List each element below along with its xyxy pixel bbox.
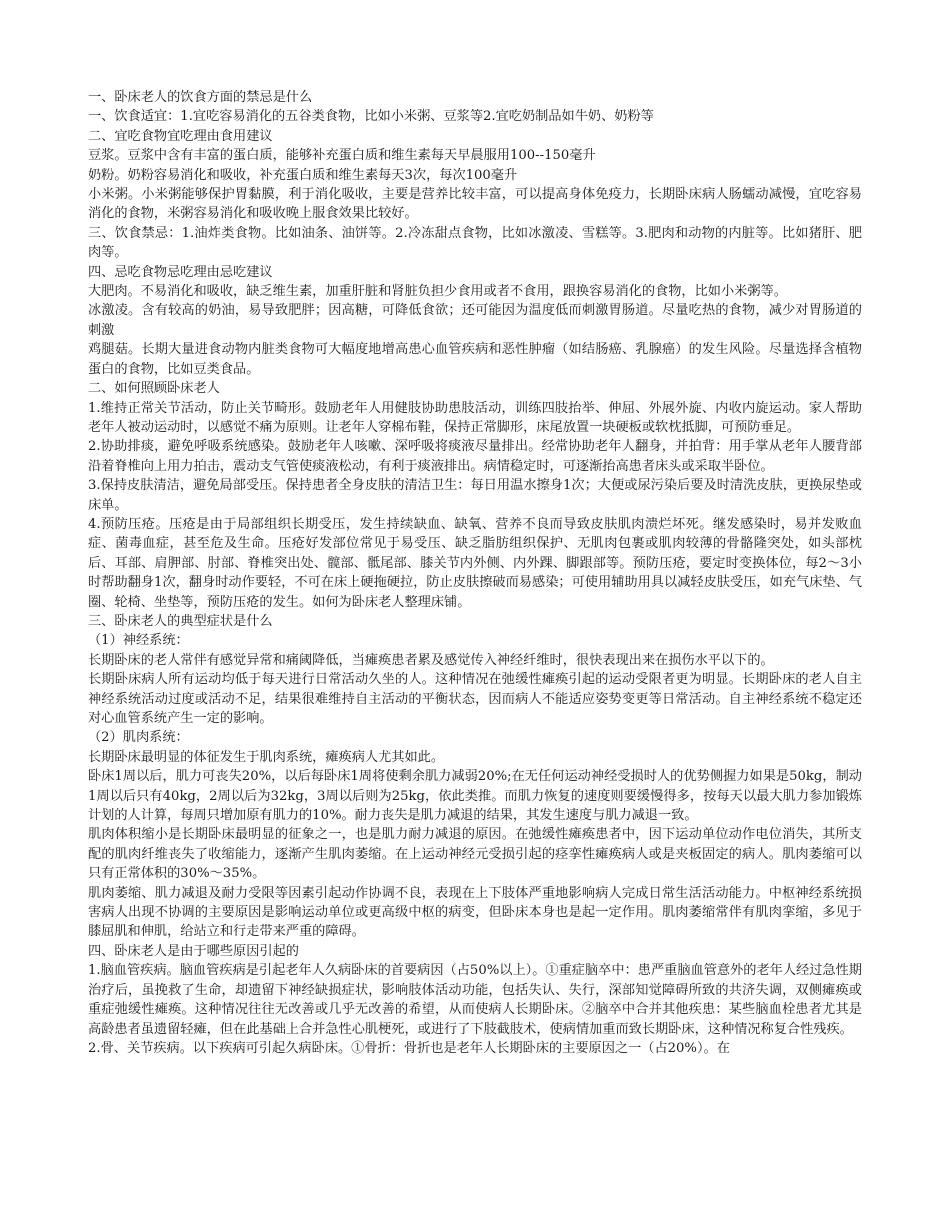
paragraph: 冰激凌。含有较高的奶油，易导致肥胖；因高糖，可降低食欲；还可能因为温度低而刺激胃肠道。尽量吃热的食物，减少对胃肠道的刺激 xyxy=(88,303,862,338)
paragraph: 鸡腿菇。长期大量进食动物内脏类食物可大幅度地增高患心血管疾病和恶性肿瘤（如结肠癌、乳腺癌）的发生风险。尽量选择含植物蛋白的食物，比如豆类食品。 xyxy=(88,342,862,377)
paragraph: 肌肉体积缩小是长期卧床最明显的征象之一，也是肌力耐力减退的原因。在弛缓性瘫痪患者中，因下运动单位动作电位消失，其所支配的肌肉纤维丧失了收缩能力，逐渐产生肌肉萎缩。在上运动神经元受损引起的痉挛性瘫痪病人或是夹板固定的病人。肌肉萎缩可以只有正常体积的30%～35%。 xyxy=(88,827,862,882)
paragraph: 1.脑血管疾病。脑血管疾病是引起老年人久病卧床的首要病因（占50%以上）。①重症脑卒中：患严重脑血管意外的老年人经过急性期治疗后，虽挽救了生命，却遗留下神经缺损症状，影响肢体活动功能，包括失认、失行，深部知觉障碍所致的共济失调，双侧瘫痪或重症弛缓性瘫痪。这种情况往往无改善或几乎无改善的希望，从而使病人长期卧床。②脑卒中合并其他疾患：某些脑血栓患者尤其是高龄患者虽遗留轻瘫，但在此基础上合并急性心肌梗死，或进行了下肢截肢术，使病情加重而致长期卧床，这种情况称复合性残疾。 xyxy=(88,963,862,1037)
paragraph: 长期卧床的老人常伴有感觉异常和痛阈降低，当瘫痪患者累及感觉传入神经纤维时，很快表现出来在损伤水平以下的。 xyxy=(88,652,774,668)
section-heading: 二、如何照顾卧床老人 xyxy=(88,381,220,397)
paragraph: 小米粥。小米粥能够保护胃黏膜，利于消化吸收，主要是营养比较丰富，可以提高身体免疫力，长期卧床病人肠蠕动减慢，宜吃容易消化的食物，米粥容易消化和吸收晚上服食效果比较好。 xyxy=(88,187,862,222)
paragraph: 卧床1周以后，肌力可丧失20%，以后每卧床1周将使剩余肌力减弱20%;在无任何运动神经受损时人的优势侧握力如果是50kg，制动1周以后只有40kg，2周以后为32kg，3周以后则为25kg，依此类推。而肌力恢复的速度则要缓慢得多，按每天以最大肌力参加锻炼计划的人计算，每周只增加原有肌力的10%。耐力丧失是肌力减退的结果，其发生速度与肌力减退一致。 xyxy=(88,769,862,824)
paragraph: 大肥肉。不易消化和吸收，缺乏维生素，加重肝脏和肾脏负担少食用或者不食用，跟换容易消化的食物，比如小米粥等。 xyxy=(88,284,787,300)
paragraph: 2.骨、关节疾病。以下疾病可引起久病卧床。①骨折：骨折也是老年人长期卧床的主要原因之一（占20%）。在 xyxy=(88,1040,730,1056)
subsection-heading: （1）神经系统： xyxy=(88,633,189,649)
paragraph: 三、饮食禁忌：1.油炸类食物。比如油条、油饼等。2.冷冻甜点食物，比如冰激凌、雪糕等。3.肥肉和动物的内脏等。比如猪肝、肥肉等。 xyxy=(88,225,862,261)
paragraph: 4.预防压疮。压疮是由于局部组织长期受压，发生持续缺血、缺氧、营养不良而导致皮肤肌肉溃烂坏死。继发感染时，易并发败血症、菌毒血症，甚至危及生命。压疮好发部位常见于易受压、缺乏脂肪组织保护、无肌肉包裹或肌肉较薄的骨骼隆突处，如头部枕后、耳部、肩胛部、肘部、脊椎突出处、髋部、骶尾部、膝关节内外侧、内外踝、脚跟部等。预防压疮，要定时变换体位，每2～3小时帮助翻身1次，翻身时动作要轻，不可在床上硬拖硬拉，防止皮肤擦破而易感染；可使用辅助用具以减轻皮肤受压，如充气床垫、气圈、轮椅、坐垫等，预防压疮的发生。如何为卧床老人整理床铺。 xyxy=(88,516,862,610)
paragraph: 2.协助排痰，避免呼吸系统感染。鼓励老年人咳嗽、深呼吸将痰液尽量排出。经常协助老年人翻身，并拍背：用手掌从老年人腰背部沿着脊椎向上用力拍击，震动支气管使痰液松动，有利于痰液排出。病情稳定时，可逐渐抬高患者床头或采取半卧位。 xyxy=(88,439,862,474)
paragraph: 长期卧床最明显的体征发生于肌肉系统，瘫痪病人尤其如此。 xyxy=(88,749,445,765)
paragraph: 奶粉。奶粉容易消化和吸收，补充蛋白质和维生素每天3次，每次100毫升 xyxy=(88,167,518,183)
section-heading: 四、忌吃食物忌吃理由忌吃建议 xyxy=(88,264,273,280)
paragraph: 肌肉萎缩、肌力减退及耐力受限等因素引起动作协调不良，表现在上下肢体严重地影响病人完成日常生活活动能力。中枢神经系统损害病人出现不协调的主要原因是影响运动单位或更高级中枢的病变，但卧床本身也是起一定作用。肌肉萎缩常伴有肌肉挛缩，多见于膝屈肌和伸肌，给站立和行走带来严重的障碍。 xyxy=(88,885,862,940)
paragraph: 1.维持正常关节活动，防止关节畸形。鼓励老年人用健肢协助患肢活动，训练四肢抬举、伸屈、外展外旋、内收内旋运动。家人帮助老年人被动运动时，以感觉不痛为原则。让老年人穿棉布鞋，保持正常脚形，床尾放置一块硬板或软枕抵脚，可预防垂足。 xyxy=(88,400,862,435)
subsection-heading: （2）肌肉系统： xyxy=(88,730,189,746)
section-heading: 二、宜吃食物宜吃理由食用建议 xyxy=(88,128,273,144)
paragraph: 3.保持皮肤清洁，避免局部受压。保持患者全身皮肤的清洁卫生：每日用温水擦身1次；大便或尿污染后要及时清洗皮肤，更换尿垫或床单。 xyxy=(88,478,862,513)
paragraph: 豆浆。豆浆中含有丰富的蛋白质，能够补充蛋白质和维生素每天早晨服用100--150毫升 xyxy=(88,148,596,164)
paragraph: 一、饮食适宜：1.宜吃容易消化的五谷类食物，比如小米粥、豆浆等2.宜吃奶制品如牛奶、奶粉等 xyxy=(88,109,654,125)
paragraph: 长期卧床病人所有运动均低于每天进行日常活动久坐的人。这种情况在弛缓性瘫痪引起的运动受限者更为明显。长期卧床的老人自主神经系统活动过度或活动不足，结果很难维持自主活动的平衡状态，因而病人不能适应姿势变更等日常活动。自主神经系统不稳定还对心血管系统产生一定的影响。 xyxy=(88,672,862,726)
section-heading: 一、卧床老人的饮食方面的禁忌是什么 xyxy=(88,90,313,105)
section-heading: 四、卧床老人是由于哪些原因引起的 xyxy=(88,943,299,959)
section-heading: 三、卧床老人的典型症状是什么 xyxy=(88,613,273,629)
